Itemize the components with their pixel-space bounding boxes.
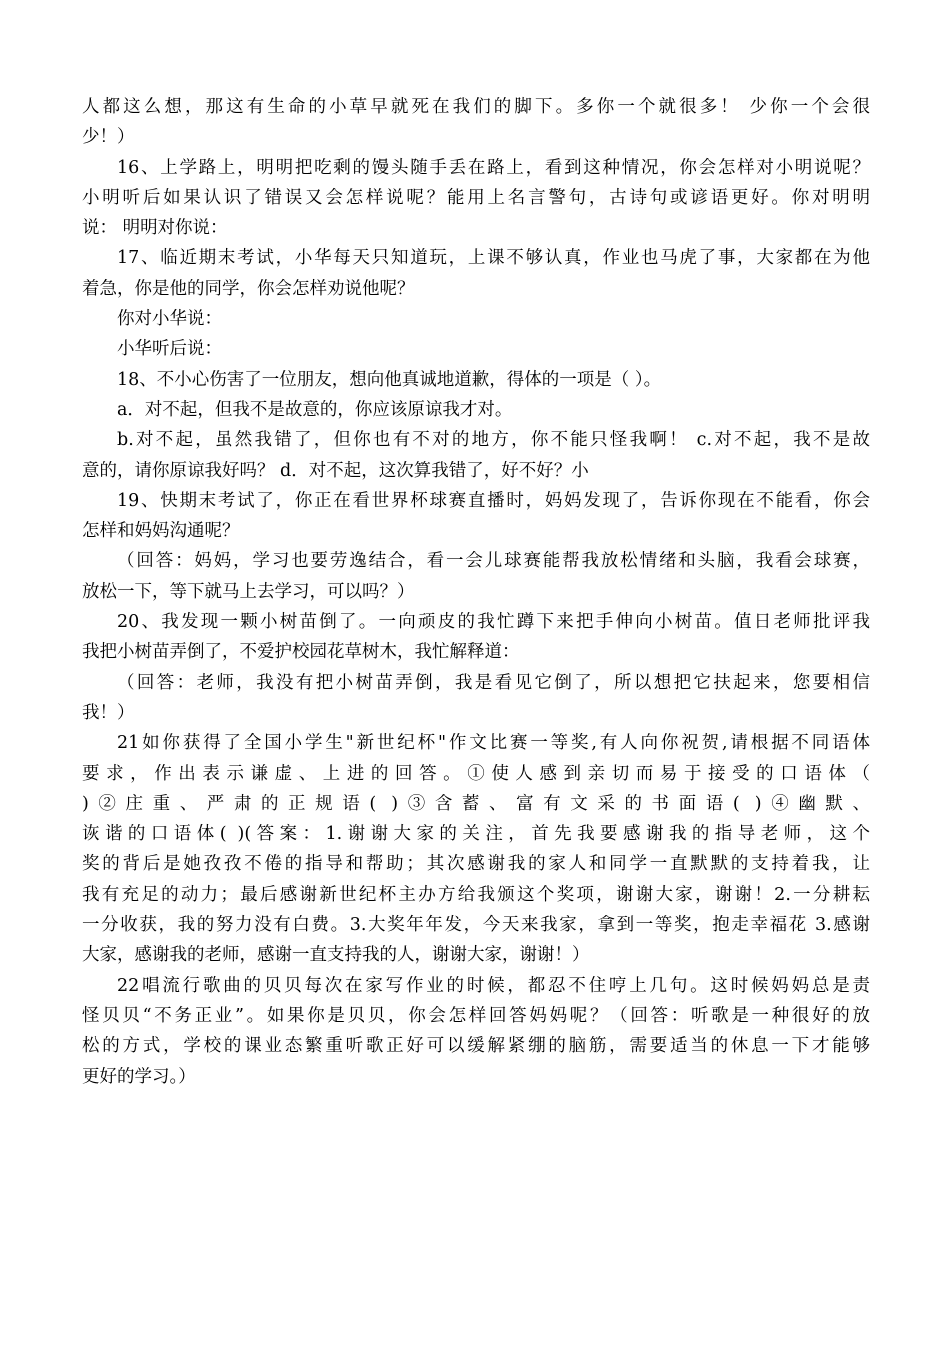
text-line: 更好的学习。） (82, 1066, 196, 1087)
text-line: 20、我发现一颗小树苗倒了。一向顽皮的我忙蹲下来把手伸向小树苗。值日老师批评我 (117, 612, 870, 633)
text-line: a．对不起，但我不是故意的，你应该原谅我才对。 (117, 399, 513, 420)
text-line: 怎样和妈妈沟通呢？ (82, 521, 240, 542)
text-line: 小华听后说： (117, 339, 222, 360)
text-line: 少！） (82, 127, 135, 148)
text-line: 我有充足的动力；最后感谢新世纪杯主办方给我颁这个奖项，谢谢大家，谢谢！2.一分耕耘 (82, 884, 870, 905)
text-line: 我把小树苗弄倒了，不爱护校园花草树木，我忙解释道： (82, 642, 520, 663)
text-line: 松的方式，学校的课业态繁重听歌正好可以缓解紧绷的脑筋，需要适当的休息一下才能够 (82, 1036, 870, 1057)
text-line: )②庄重、严肃的正规语( )③含蓄、富有文采的书面语( )④幽默、 (82, 793, 870, 814)
text-line: （回答：妈妈，学习也要劳逸结合，看一会儿球赛能帮我放松情绪和头脑，我看会球赛， (117, 551, 870, 572)
document-body (82, 92, 870, 1092)
text-line: 我！） (82, 702, 135, 723)
text-line: 19、快期末考试了，你正在看世界杯球赛直播时，妈妈发现了，告诉你现在不能看，你会 (117, 490, 870, 511)
text-line: 你对小华说： (117, 309, 222, 330)
text-line: 放松一下，等下就马上去学习，可以吗？） (82, 581, 415, 602)
text-line: （回答：老师，我没有把小树苗弄倒，我是看见它倒了，所以想把它扶起来，您要相信 (117, 672, 870, 693)
text-line: 小明听后如果认识了错误又会怎样说呢？能用上名言警句，古诗句或谚语更好。你对明明 (82, 187, 870, 208)
text-line: 大家，感谢我的老师，感谢一直支持我的人，谢谢大家，谢谢！） (82, 945, 590, 966)
text-line: b.对不起，虽然我错了，但你也有不对的地方，你不能只怪我啊！ c.对不起，我不是故 (117, 430, 870, 451)
text-line: 22唱流行歌曲的贝贝每次在家写作业的时候，都忍不住哼上几句。这时候妈妈总是责 (117, 975, 870, 996)
text-line: 怪贝贝“不务正业”。如果你是贝贝，你会怎样回答妈妈呢？（回答：听歌是一种很好的放 (82, 1005, 870, 1026)
text-line: 要求，作出表示谦虚、上进的回答。①使人感到亲切而易于接受的口语体（ (82, 763, 870, 784)
text-line: 人都这么想，那这有生命的小草早就死在我们的脚下。多你一个就很多！ 少你一个会很 (82, 97, 870, 117)
text-line: 奖的背后是她孜孜不倦的指导和帮助；其次感谢我的家人和同学一直默默的支持着我，让 (82, 854, 870, 875)
text-line: 16、上学路上，明明把吃剩的馒头随手丢在路上，看到这种情况，你会怎样对小明说呢？ (117, 157, 870, 178)
text-line: 说： 明明对你说： (82, 218, 228, 239)
text-line: 18、不小心伤害了一位朋友，想向他真诚地道歉，得体的一项是（ ）。 (117, 369, 662, 390)
text-line: 着急，你是他的同学，你会怎样劝说他呢？ (82, 278, 415, 299)
text-line: 17、临近期末考试，小华每天只知道玩，上课不够认真，作业也马虎了事，大家都在为他 (117, 248, 870, 269)
text-line: 意的，请你原谅我好吗？ d．对不起，这次算我错了，好不好？小 (82, 460, 589, 481)
text-line: 诙谐的口语体( )(答案：1.谢谢大家的关注，首先我要感谢我的指导老师，这个 (82, 824, 870, 845)
text-line: 一分收获，我的努力没有白费。3.大奖年年发，今天来我家，拿到一等奖，抱走幸福花 3.感谢 (82, 915, 870, 936)
text-line: 21如你获得了全国小学生"新世纪杯"作文比赛一等奖,有人向你祝贺,请根据不同语体 (117, 733, 870, 754)
